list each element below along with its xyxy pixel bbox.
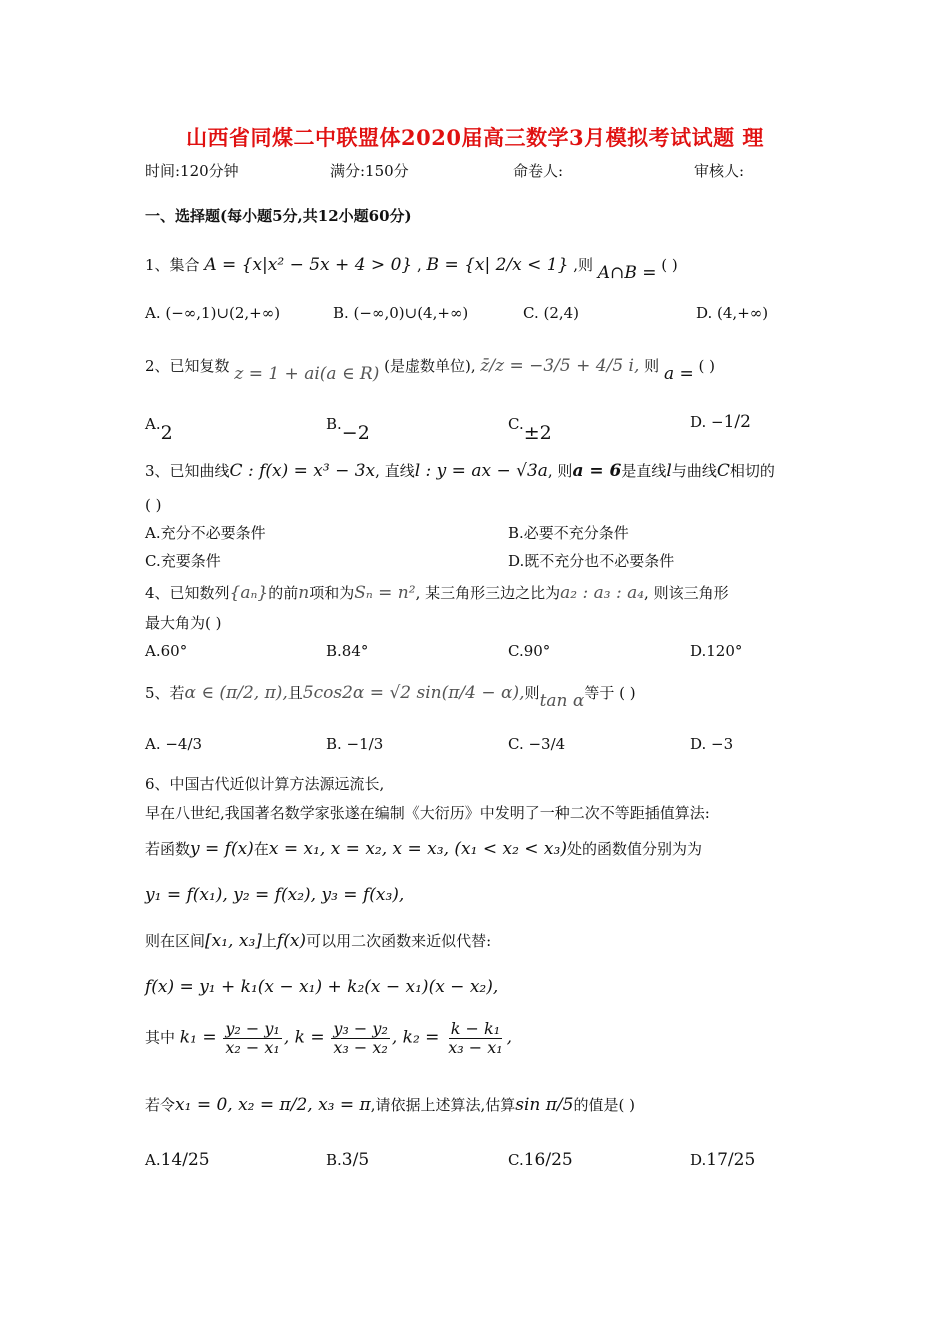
- q6-line7: 其中 k₁ = $\frac{\text{y₂ − y₁}}{\text{x₂ − x₁}}$ , k = $\frac{\text{y₃ − y₂}}{\text{x₃ − x₂}}$ , k₂ = $\frac{\text{k − k₁}}{\text{x₃ − x₁}}$ ,: [145, 1019, 513, 1057]
- q2-option-b: B.−2: [326, 415, 370, 444]
- q6-option-b: B.3/5: [326, 1150, 370, 1170]
- q6-line1: 6、中国古代近似计算方法源远流长,: [145, 775, 385, 793]
- section-heading: 一、选择题(每小题5分,共12小题60分): [145, 207, 412, 225]
- q1-option-d: D. (4,+∞): [696, 304, 769, 322]
- q5-option-c: C. −3/4: [508, 735, 566, 753]
- q3-acond: a = 6: [572, 461, 622, 481]
- exam-reviewer: 审核人:: [694, 162, 745, 180]
- q6-line8: 若令x₁ = 0, x₂ = π/2, x₃ = π,请依据上述算法,估算sin π/5的值是( ): [145, 1095, 635, 1115]
- q3-line: l : y = ax − √3a: [414, 461, 548, 481]
- q3-curve: C : f(x) = x³ − 3x: [229, 461, 376, 481]
- exam-author: 命卷人:: [513, 162, 564, 180]
- q1-tail: ,则: [573, 256, 594, 274]
- q4-option-d: D.120°: [690, 642, 743, 660]
- question-1: 1、集合 A = {x|x² − 5x + 4 > 0} , B = {x| 2/x < 1} ,则 A∩B = ( ): [145, 255, 678, 283]
- question-3: 3、已知曲线C : f(x) = x³ − 3x, 直线l : y = ax − √3a, 则a = 6是直线l与曲线C相切的: [145, 461, 775, 481]
- q4-option-b: B.84°: [326, 642, 369, 660]
- q5-option-a: A. −4/3: [145, 735, 203, 753]
- document-title: 山西省同煤二中联盟体2020届高三数学3月模拟考试试题 理: [186, 125, 764, 150]
- q1-setB: B = {x| 2/x < 1}: [426, 255, 569, 275]
- q2-prefix: 2、已知复数: [145, 357, 230, 375]
- q1-prefix: 1、集合: [145, 256, 200, 274]
- q3-paren: ( ): [145, 496, 162, 514]
- q1-option-c: C. (2,4): [523, 304, 580, 322]
- q6-line2: 早在八世纪,我国著名数学家张遂在编制《大衍历》中发明了一种二次不等距插值算法:: [145, 804, 710, 822]
- q4-option-a: A.60°: [145, 642, 188, 660]
- q1-setA: A = {x|x² − 5x + 4 > 0}: [204, 255, 413, 275]
- q3-option-a: A.充分不必要条件: [145, 524, 266, 542]
- exam-score: 满分:150分: [330, 162, 409, 180]
- q2-a: a =: [663, 364, 694, 384]
- q2-z: z = 1 + ai(a ∈ R): [234, 364, 380, 384]
- q3-option-b: B.必要不充分条件: [508, 524, 629, 542]
- q2-then: 则: [644, 357, 660, 375]
- q2-note: (是虚数单位),: [384, 357, 476, 375]
- q1-option-b: B. (−∞,0)∪(4,+∞): [333, 304, 469, 322]
- q2-paren: ( ): [698, 357, 716, 375]
- question-2: [145, 355, 716, 384]
- q1-expr: A∩B =: [597, 263, 657, 283]
- q6-option-c: C.16/25: [508, 1150, 573, 1170]
- q2-option-a: A.2: [145, 415, 173, 444]
- q2-cond: z̄/z = −3/5 + 4/5 i,: [480, 356, 640, 376]
- q2-option-d: D. −1/2: [690, 412, 751, 432]
- q4-line2: 最大角为( ): [145, 614, 222, 632]
- exam-time: 时间:120分钟: [145, 162, 239, 180]
- question-4: 4、已知数列{aₙ}的前n项和为Sₙ = n², 某三角形三边之比为a₂ : a₃ : a₄, 则该三角形: [145, 583, 729, 603]
- q6-line4: y₁ = f(x₁), y₂ = f(x₂), y₃ = f(x₃),: [145, 885, 405, 905]
- question-5: 5、若α ∈ (π/2, π),且5cos2α = √2 sin(π/4 − α),则tan α等于 ( ): [145, 683, 636, 711]
- q5-option-b: B. −1/3: [326, 735, 384, 753]
- q6-line3: 若函数y = f(x)在x = x₁, x = x₂, x = x₃, (x₁ < x₂ < x₃)处的函数值分别为为: [145, 839, 702, 859]
- q6-option-a: A.14/25: [145, 1150, 210, 1170]
- q6-line6: f(x) = y₁ + k₁(x − x₁) + k₂(x − x₁)(x − x₂),: [145, 977, 499, 997]
- q1-paren: ( ): [661, 256, 678, 274]
- q2-option-c: C.±2: [508, 415, 552, 444]
- q6-option-d: D.17/25: [690, 1150, 756, 1170]
- q3-option-d: D.既不充分也不必要条件: [508, 552, 675, 570]
- q5-option-d: D. −3: [690, 735, 734, 753]
- q3-option-c: C.充要条件: [145, 552, 221, 570]
- q4-option-c: C.90°: [508, 642, 551, 660]
- q1-option-a: A. (−∞,1)∪(2,+∞): [145, 304, 281, 322]
- q6-line5: 则在区间[x₁, x₃]上f(x)可以用二次函数来近似代替:: [145, 931, 492, 951]
